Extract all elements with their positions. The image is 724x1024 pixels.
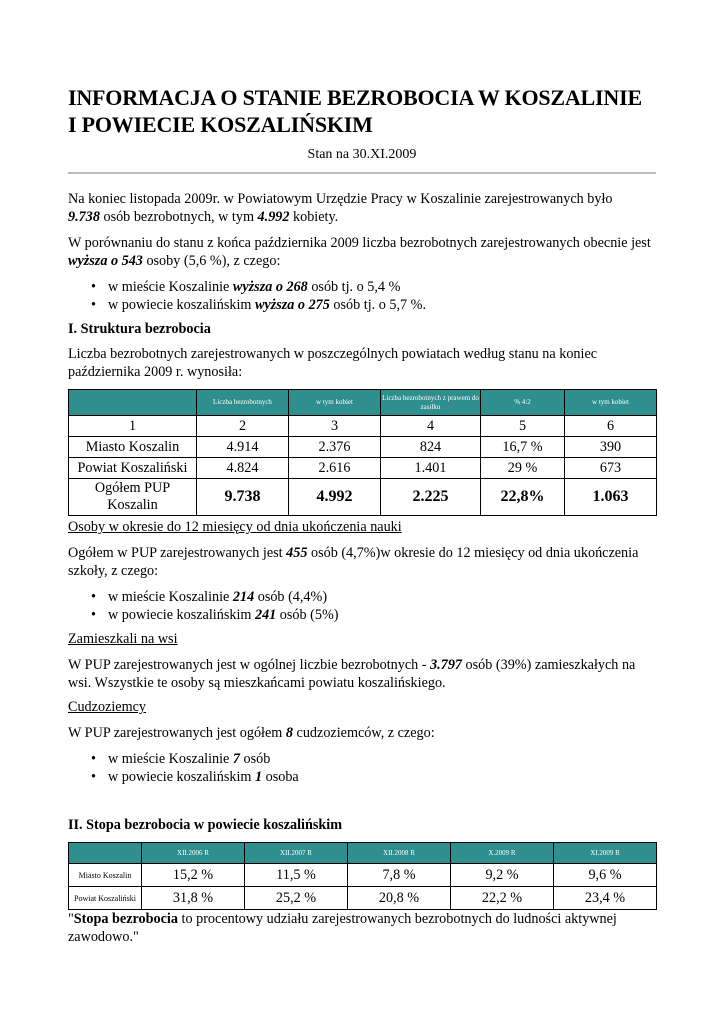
intro-paragraph-1: Na koniec listopada 2009r. w Powiatowym Urzędzie Pracy w Koszalinie zarejestrowanych było 9.738 osób bezrobotnych, w tym 4.992 kobiety.	[68, 191, 613, 225]
table-cell: 3	[289, 416, 381, 437]
table-cell: 390	[565, 437, 657, 458]
table-cell: 20,8 %	[348, 887, 451, 910]
table-cell: 824	[381, 437, 481, 458]
table-header-cell: XII.2006 R	[142, 843, 245, 864]
report-date: Stan na 30.XI.2009	[307, 147, 417, 162]
table-cell: 2.225	[381, 479, 481, 516]
table-cell: Ogółem PUP Koszalin	[69, 479, 197, 516]
unemployment-rate-table	[68, 842, 657, 910]
table-header-cell: X.2009 R	[451, 843, 554, 864]
list-item: • w powiecie koszalińskim 241 osób (5%)	[108, 606, 656, 624]
table-header-row	[69, 843, 657, 864]
table-cell: 22,2 %	[451, 887, 554, 910]
table-cell: 31,8 %	[142, 887, 245, 910]
table-cell: 1	[69, 416, 197, 437]
table-row	[69, 887, 657, 910]
table-cell: Miasto Koszalin	[69, 864, 142, 887]
rural-paragraph: W PUP zarejestrowanych jest w ogólnej liczbie bezrobotnych - 3.797 osób (39%) zamieszkałych na wsi. Wszystkie te osoby są mieszkańcami powiatu koszalińskiego.	[68, 657, 636, 691]
table-cell: 4.914	[197, 437, 289, 458]
table-cell: 4.992	[289, 479, 381, 516]
table-cell: 5	[481, 416, 565, 437]
table-row	[69, 458, 657, 479]
table-cell: 9.738	[197, 479, 289, 516]
change-list	[68, 278, 656, 314]
table-cell: 2.616	[289, 458, 381, 479]
structure-table	[68, 389, 657, 516]
document-page	[68, 84, 656, 946]
women-value: 4.992	[257, 209, 290, 225]
table-cell: 29 %	[481, 458, 565, 479]
table-row	[69, 416, 657, 437]
table-header-cell: Liczba bezrobotnych	[197, 390, 289, 416]
title-line-2: I POWIECIE KOSZALIŃSKIM	[68, 112, 373, 137]
youth-list	[68, 588, 656, 624]
table-cell: 15,2 %	[142, 864, 245, 887]
rural-heading: Zamieszkali na wsi	[68, 631, 178, 647]
table-cell: 2.376	[289, 437, 381, 458]
table-cell: 1.063	[565, 479, 657, 516]
table-cell: 22,8%	[481, 479, 565, 516]
section-2-heading: II. Stopa bezrobocia w powiecie koszalińskim	[68, 817, 343, 833]
list-item: • w mieście Koszalinie 214 osób (4,4%)	[108, 588, 656, 606]
table-cell: 16,7 %	[481, 437, 565, 458]
table-header-cell	[69, 843, 142, 864]
table-cell: Miasto Koszalin	[69, 437, 197, 458]
table-cell: 1.401	[381, 458, 481, 479]
youth-heading: Osoby w okresie do 12 miesięcy od dnia ukończenia nauki	[68, 519, 402, 535]
foreigners-list	[68, 750, 656, 786]
table-cell: 673	[565, 458, 657, 479]
table-cell: 11,5 %	[245, 864, 348, 887]
table-cell: 2	[197, 416, 289, 437]
table-header-cell: w tym kobiet	[565, 390, 657, 416]
foreigners-heading: Cudzoziemcy	[68, 699, 147, 715]
title-divider	[68, 172, 656, 174]
table-cell: 23,4 %	[554, 887, 657, 910]
youth-paragraph: Ogółem w PUP zarejestrowanych jest 455 osób (4,7%)w okresie do 12 miesięcy od dnia ukończenia szkoły, z czego:	[68, 545, 639, 579]
table-header-row	[69, 390, 657, 416]
table-cell: 7,8 %	[348, 864, 451, 887]
spacer	[68, 786, 656, 816]
list-item: • w powiecie koszalińskim 1 osoba	[108, 768, 656, 786]
section-1-intro: Liczba bezrobotnych zarejestrowanych w poszczególnych powiatach według stanu na koniec października 2009 r. wynosiła:	[68, 346, 598, 380]
definition-paragraph: "Stopa bezrobocia to procentowy udziału zarejestrowanych bezrobotnych do ludności aktywnej zawodowo."	[68, 911, 617, 945]
table-cell: Powiat Koszaliński	[69, 887, 142, 910]
table-cell: 25,2 %	[245, 887, 348, 910]
table-cell: 4.824	[197, 458, 289, 479]
list-item: • w powiecie koszalińskim wyższa o 275 osób tj. o 5,7 %.	[108, 296, 656, 314]
list-item: • w mieście Koszalinie wyższa o 268 osób tj. o 5,4 %	[108, 278, 656, 296]
table-row	[69, 864, 657, 887]
table-header-cell: XI.2009 R	[554, 843, 657, 864]
document-title	[68, 84, 656, 138]
table-header-cell: Liczba bezrobotnych z prawem do zasiłku	[381, 390, 481, 416]
total-unemployed-value: 9.738	[68, 209, 100, 225]
list-item: • w mieście Koszalinie 7 osób	[108, 750, 656, 768]
table-cell: 9,2 %	[451, 864, 554, 887]
table-header-cell	[69, 390, 197, 416]
table-header-cell: XII.2007 R	[245, 843, 348, 864]
table-cell: 6	[565, 416, 657, 437]
table-cell: 9,6 %	[554, 864, 657, 887]
title-line-1: INFORMACJA O STANIE BEZROBOCIA W KOSZALINIE	[68, 85, 642, 110]
table-total-row	[69, 479, 657, 516]
foreigners-paragraph: W PUP zarejestrowanych jest ogółem 8 cudzoziemców, z czego:	[68, 725, 435, 741]
table-header-cell: % 4:2	[481, 390, 565, 416]
table-row	[69, 437, 657, 458]
section-1-heading: I. Struktura bezrobocia	[68, 321, 211, 337]
table-cell: 4	[381, 416, 481, 437]
table-cell: Powiat Koszaliński	[69, 458, 197, 479]
intro-paragraph-2: W porównaniu do stanu z końca października 2009 liczba bezrobotnych zarejestrowanych obecnie jest wyższa o 543 osoby (5,6 %), z czego:	[68, 235, 651, 269]
table-header-cell: XII.2008 R	[348, 843, 451, 864]
table-header-cell: w tym kobiet	[289, 390, 381, 416]
